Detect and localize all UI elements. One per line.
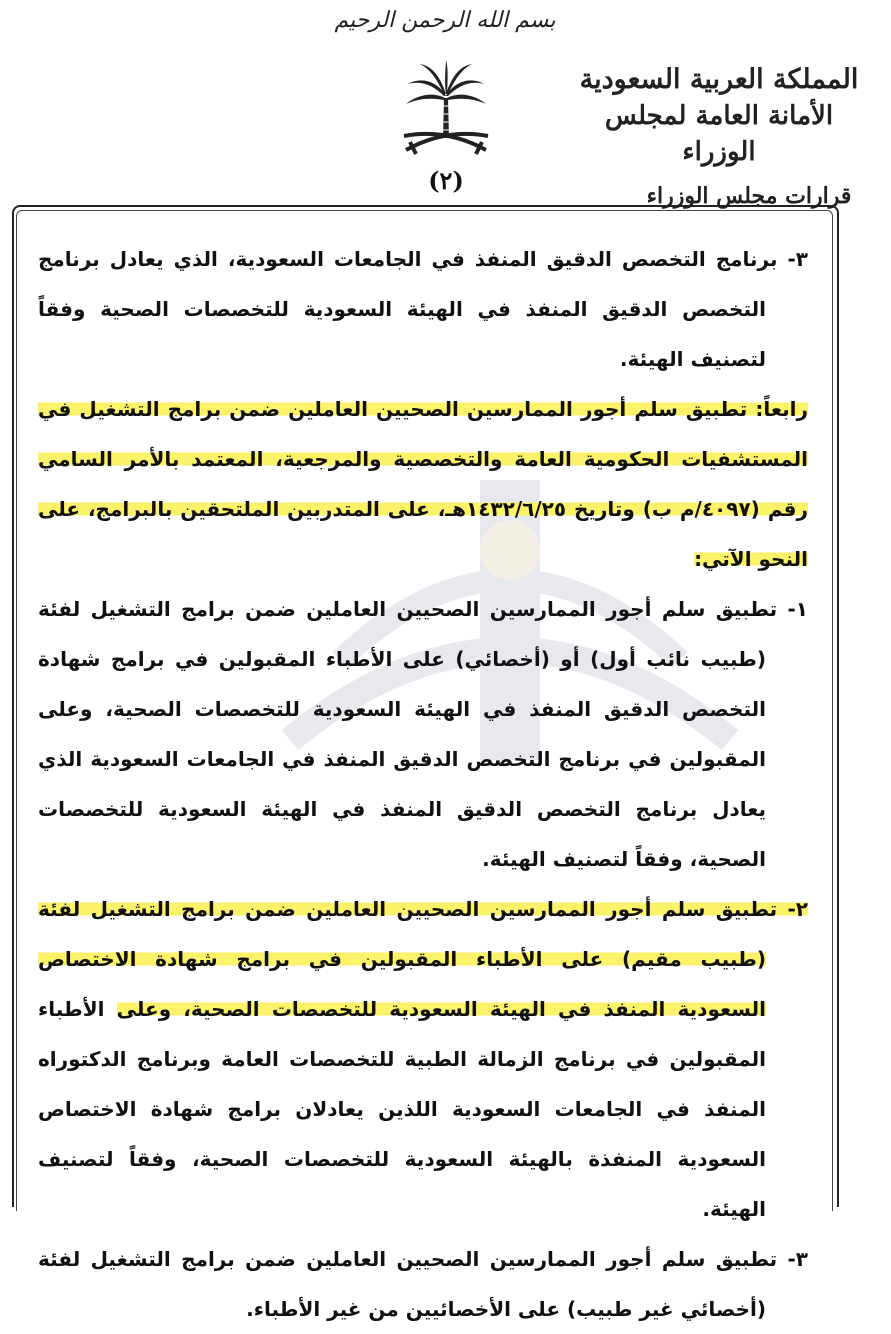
clause-fourth-item-1: ١- تطبيق سلم أجور الممارسين الصحيين العاملين ضمن برامج التشغيل لفئة (طبيب نائب أول) أو (أخصائي) على الأطباء المقبولين في برامج شهادة التخصص الدقيق المنفذ في الهيئة السعودية للتخصصات الصحية، وعلى المقبولين في برنامج التخصص الدقيق المنفذ في الجامعات السعودية الذي يعادل برنامج التخصص الدقيق المنفذ في الهيئة السعودية للتخصصات الصحية، وفقاً لتصنيف الهيئة. bbox=[38, 597, 808, 871]
highlighted-clause-fourth: رابعاً: تطبيق سلم أجور الممارسين الصحيين العاملين ضمن برامج التشغيل في المستشفيات الحكومية العامة والتخصصية والمرجعية، المعتمد بالأمر السامي رقم (٤٠٩٧/م ب) وتاريخ ١٤٣٢/٦/٢٥هـ، على المتدربين الملتحقين بالبرامج، على النحو الآتي: bbox=[38, 397, 808, 571]
page-number: (٢) bbox=[428, 166, 464, 195]
decision-body bbox=[38, 234, 808, 1334]
letterhead bbox=[0, 0, 891, 210]
clause-third-item-3: ٣- برنامج التخصص الدقيق المنفذ في الجامعات السعودية، الذي يعادل برنامج التخصص الدقيق المنفذ في الهيئة السعودية للتخصصات الصحية وفقاً لتصنيف الهيئة. bbox=[38, 247, 808, 371]
highlighted-item-2: ٢- تطبيق سلم أجور الممارسين الصحيين العاملين ضمن برامج التشغيل لفئة (طبيب مقيم) على الأطباء المقبولين في برامج شهادة الاختصاص السعودية المنفذ في الهيئة السعودية للتخصصات الصحية، وعلى bbox=[38, 897, 808, 1021]
government-title bbox=[569, 62, 869, 214]
decisions-label: قرارات مجلس الوزراء bbox=[646, 183, 852, 209]
saudi-emblem-icon bbox=[398, 58, 494, 162]
clause-fourth-item-2 bbox=[38, 884, 808, 1234]
secretariat-name: الأمانة العامة لمجلس الوزراء bbox=[604, 101, 834, 167]
clause-fourth-item-3: ٣- تطبيق سلم أجور الممارسين الصحيين العاملين ضمن برامج التشغيل لفئة (أخصائي غير طبيب) على الأخصائيين من غير الأطباء. bbox=[38, 1247, 808, 1321]
basmala: بسم الله الرحمن الرحيم bbox=[334, 8, 556, 33]
kingdom-name: المملكة العربية السعودية bbox=[579, 64, 859, 95]
item-2-continuation: الأطباء المقبولين في برنامج الزمالة الطبية للتخصصات العامة وبرنامج الدكتوراه المنفذ في الجامعات السعودية اللذين يعادلان برامج شهادة الاختصاص السعودية المنفذة بالهيئة السعودية للتخصصات الصحية، وفقاً لتصنيف الهيئة. bbox=[38, 997, 766, 1221]
clause-fourth bbox=[38, 384, 808, 584]
